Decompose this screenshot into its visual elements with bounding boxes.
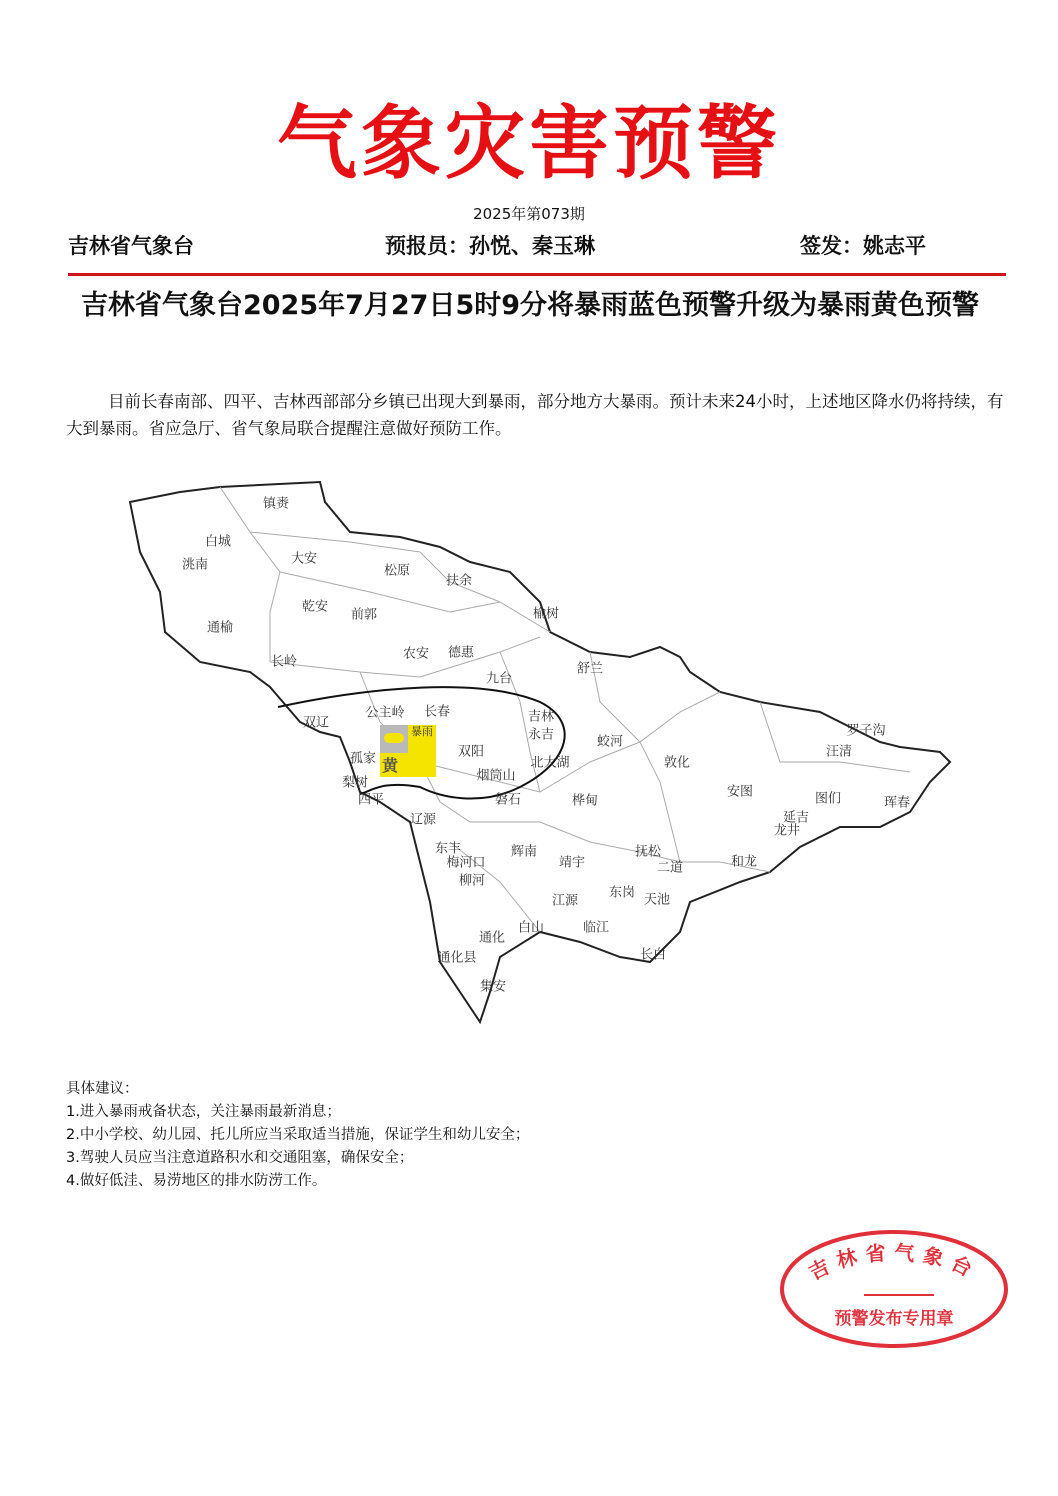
map-label: 通榆 xyxy=(206,620,234,636)
map-label: 烟筒山 xyxy=(476,768,516,784)
map-label: 九台 xyxy=(485,671,513,687)
map-label: 和龙 xyxy=(730,854,758,870)
map-label: 公主岭 xyxy=(365,705,405,721)
red-divider xyxy=(68,273,1006,276)
svg-text:吉林省气象台 xyxy=(805,1240,983,1284)
map-label: 大安 xyxy=(290,551,318,567)
map-label: 榆树 xyxy=(532,606,560,622)
issuing-org: 吉林省气象台 xyxy=(68,233,194,258)
rain-cloud-icon xyxy=(380,725,408,753)
masthead-title: 气象灾害预警 xyxy=(277,96,781,190)
map-label: 磐石 xyxy=(494,792,522,808)
map-label: 扶余 xyxy=(445,573,473,589)
advice-item: 2.中小学校、幼儿园、托儿所应当采取适当措施，保证学生和幼儿安全； xyxy=(66,1127,530,1143)
headline: 吉林省气象台2025年7月27日5时9分将暴雨蓝色预警升级为暴雨黄色预警 xyxy=(80,290,980,321)
map-label: 二道 xyxy=(656,860,684,876)
map-label: 长白 xyxy=(639,947,667,963)
map-label: 白山 xyxy=(517,920,545,936)
issue-number: 2025年第073期 xyxy=(473,205,585,223)
map-label: 江源 xyxy=(551,893,579,909)
map-label: 桦甸 xyxy=(571,793,599,809)
map-label: 蛟河 xyxy=(596,734,624,750)
map-label: 集安 xyxy=(479,979,507,995)
map-label: 东岗 xyxy=(608,885,636,901)
map-label: 洮南 xyxy=(181,557,209,573)
badge-type: 暴雨 xyxy=(408,725,436,753)
map-label: 梅河口 xyxy=(446,855,486,871)
advice-item: 4.做好低洼、易涝地区的排水防涝工作。 xyxy=(66,1173,327,1189)
jilin-map xyxy=(120,462,960,1032)
advice-title: 具体建议： xyxy=(66,1081,139,1097)
advice-section xyxy=(66,1078,529,1193)
map-label: 双辽 xyxy=(302,715,330,731)
map-label: 汪清 xyxy=(825,744,853,760)
map-label: 长春 xyxy=(423,704,451,720)
map-label: 抚松 xyxy=(634,844,662,860)
map-label: 孤家 xyxy=(349,751,377,767)
map-label: 东丰 xyxy=(434,841,462,857)
map-label: 辽源 xyxy=(409,812,437,828)
body-paragraph: 目前长春南部、四平、吉林西部部分乡镇已出现大到暴雨，部分地方大暴雨。预计未来24小时，上述地区降水仍将持续，有大到暴雨。省应急厅、省气象局联合提醒注意做好预防工作。 xyxy=(66,392,1004,438)
advice-item: 1.进入暴雨戒备状态，关注暴雨最新消息； xyxy=(66,1104,341,1120)
map-label: 珲春 xyxy=(883,795,911,811)
badge-level: 黄 xyxy=(380,753,436,777)
map-label: 舒兰 xyxy=(576,661,604,677)
map-label: 德惠 xyxy=(447,645,475,661)
map-label: 临江 xyxy=(582,920,610,936)
map-label: 靖宇 xyxy=(558,855,586,871)
map-label: 延吉 xyxy=(782,810,810,826)
map-label: 通化县 xyxy=(437,950,477,966)
map-label: 敦化 xyxy=(663,755,691,771)
map-label: 松原 xyxy=(383,563,411,579)
rainstorm-yellow-warning-badge xyxy=(380,725,436,777)
map-label: 长岭 xyxy=(270,654,298,670)
map-label: 柳河 xyxy=(458,873,486,889)
map-label: 农安 xyxy=(402,646,430,662)
map-label: 天池 xyxy=(643,892,671,908)
map-label: 辉南 xyxy=(510,844,538,860)
map-label: 双阳 xyxy=(457,744,485,760)
map-label: 前郭 xyxy=(350,607,378,623)
map-label: 梨树 xyxy=(341,775,369,791)
map-label: 四平 xyxy=(357,792,385,808)
map-label: 白城 xyxy=(204,534,232,550)
map-label: 龙井 xyxy=(773,823,801,839)
advice-item: 3.驾驶人员应当注意道路积水和交通阻塞，确保安全； xyxy=(66,1150,414,1166)
map-label: 镇赉 xyxy=(262,496,290,512)
map-label: 乾安 xyxy=(301,599,329,615)
forecasters: 预报员：孙悦、秦玉琳 xyxy=(385,233,595,258)
map-label: 北大湖 xyxy=(530,755,570,771)
official-seal xyxy=(778,1228,1010,1350)
map-label: 图们 xyxy=(814,791,842,807)
map-label: 永吉 xyxy=(527,727,555,743)
map-label: 罗子沟 xyxy=(846,723,886,739)
seal-org: 吉林省气象台 xyxy=(804,1240,984,1285)
map-label: 安图 xyxy=(726,784,754,800)
seal-purpose: 预警发布专用章 xyxy=(834,1309,954,1329)
map-label: 吉林 xyxy=(527,709,555,725)
map-label: 通化 xyxy=(478,930,506,946)
issuer: 签发：姚志平 xyxy=(800,233,926,258)
